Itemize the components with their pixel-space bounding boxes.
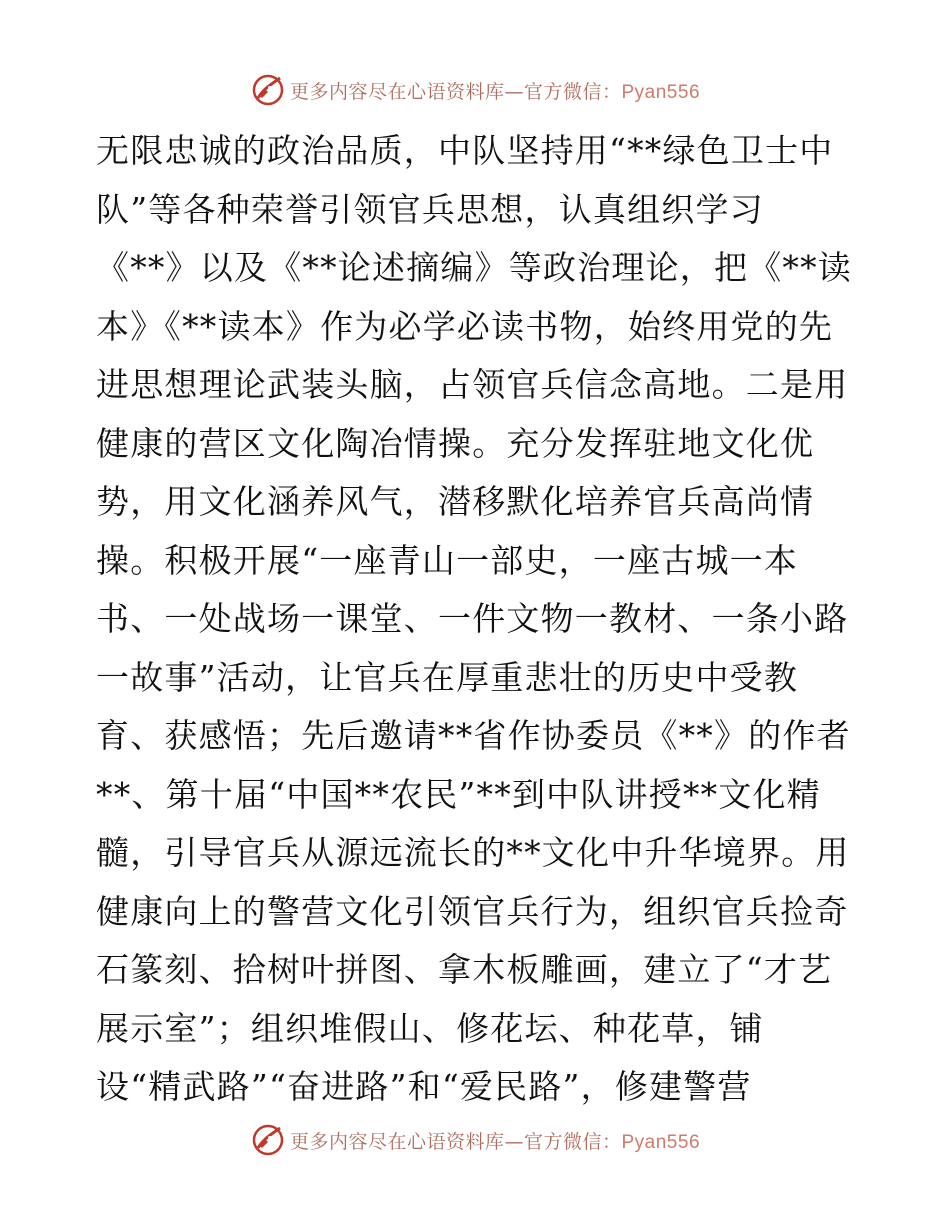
text-line: 育、获感悟；先后邀请**省作协委员《**》的作者: [96, 716, 851, 755]
text-line: 队”等各种荣誉引领官兵思想，认真组织学习: [96, 189, 764, 229]
pen-logo-icon: [250, 72, 286, 108]
text-line: 健康向上的警营文化引领官兵行为，组织官兵捡奇: [96, 891, 849, 931]
text-line: **、第十届“中国**农民”**到中队讲授**文化精: [96, 774, 821, 814]
header-watermark: [0, 70, 950, 110]
text-line: 健康的营区文化陶冶情操。充分发挥驻地文化优: [96, 423, 815, 463]
text-line: 无限忠诚的政治品质，中队坚持用“**绿色卫士中: [96, 131, 834, 170]
document-body: [96, 122, 856, 1117]
text-line: 进思想理论武装头脑，占领官兵信念高地。二是用: [96, 365, 849, 404]
text-line: 《**》以及《**论述摘编》等政治理论，把《**读: [96, 248, 852, 287]
pen-logo-icon: [250, 1122, 286, 1158]
text-line: 书、一处战场一课堂、一件文物一教材、一条小路: [96, 599, 849, 638]
text-line: 展示室”；组织堆假山、修花坛、种花草，铺: [96, 1008, 764, 1048]
text-line: 髓，引导官兵从源远流长的**文化中升华境界。用: [96, 833, 850, 872]
text-line: 本》《**读本》作为必学必读书物，始终用党的先: [96, 306, 834, 346]
watermark-text: 更多内容尽在心语资料库—官方微信：Pyan556: [289, 1130, 701, 1153]
footer-watermark: [0, 1120, 950, 1160]
text-line: 一故事”活动，让官兵在厚重悲壮的历史中受教: [96, 657, 799, 697]
text-line: 设“精武路”“奋进路”和“爱民路”，修建警营: [96, 1067, 752, 1106]
text-line: 势，用文化涵养风气，潜移默化培养官兵高尚情: [96, 482, 815, 521]
text-line: 石篆刻、拾树叶拼图、拿木板雕画，建立了“才艺: [96, 950, 833, 989]
text-line: 操。积极开展“一座青山一部史，一座古城一本: [96, 540, 799, 580]
watermark-text: 更多内容尽在心语资料库—官方微信：Pyan556: [289, 80, 701, 103]
